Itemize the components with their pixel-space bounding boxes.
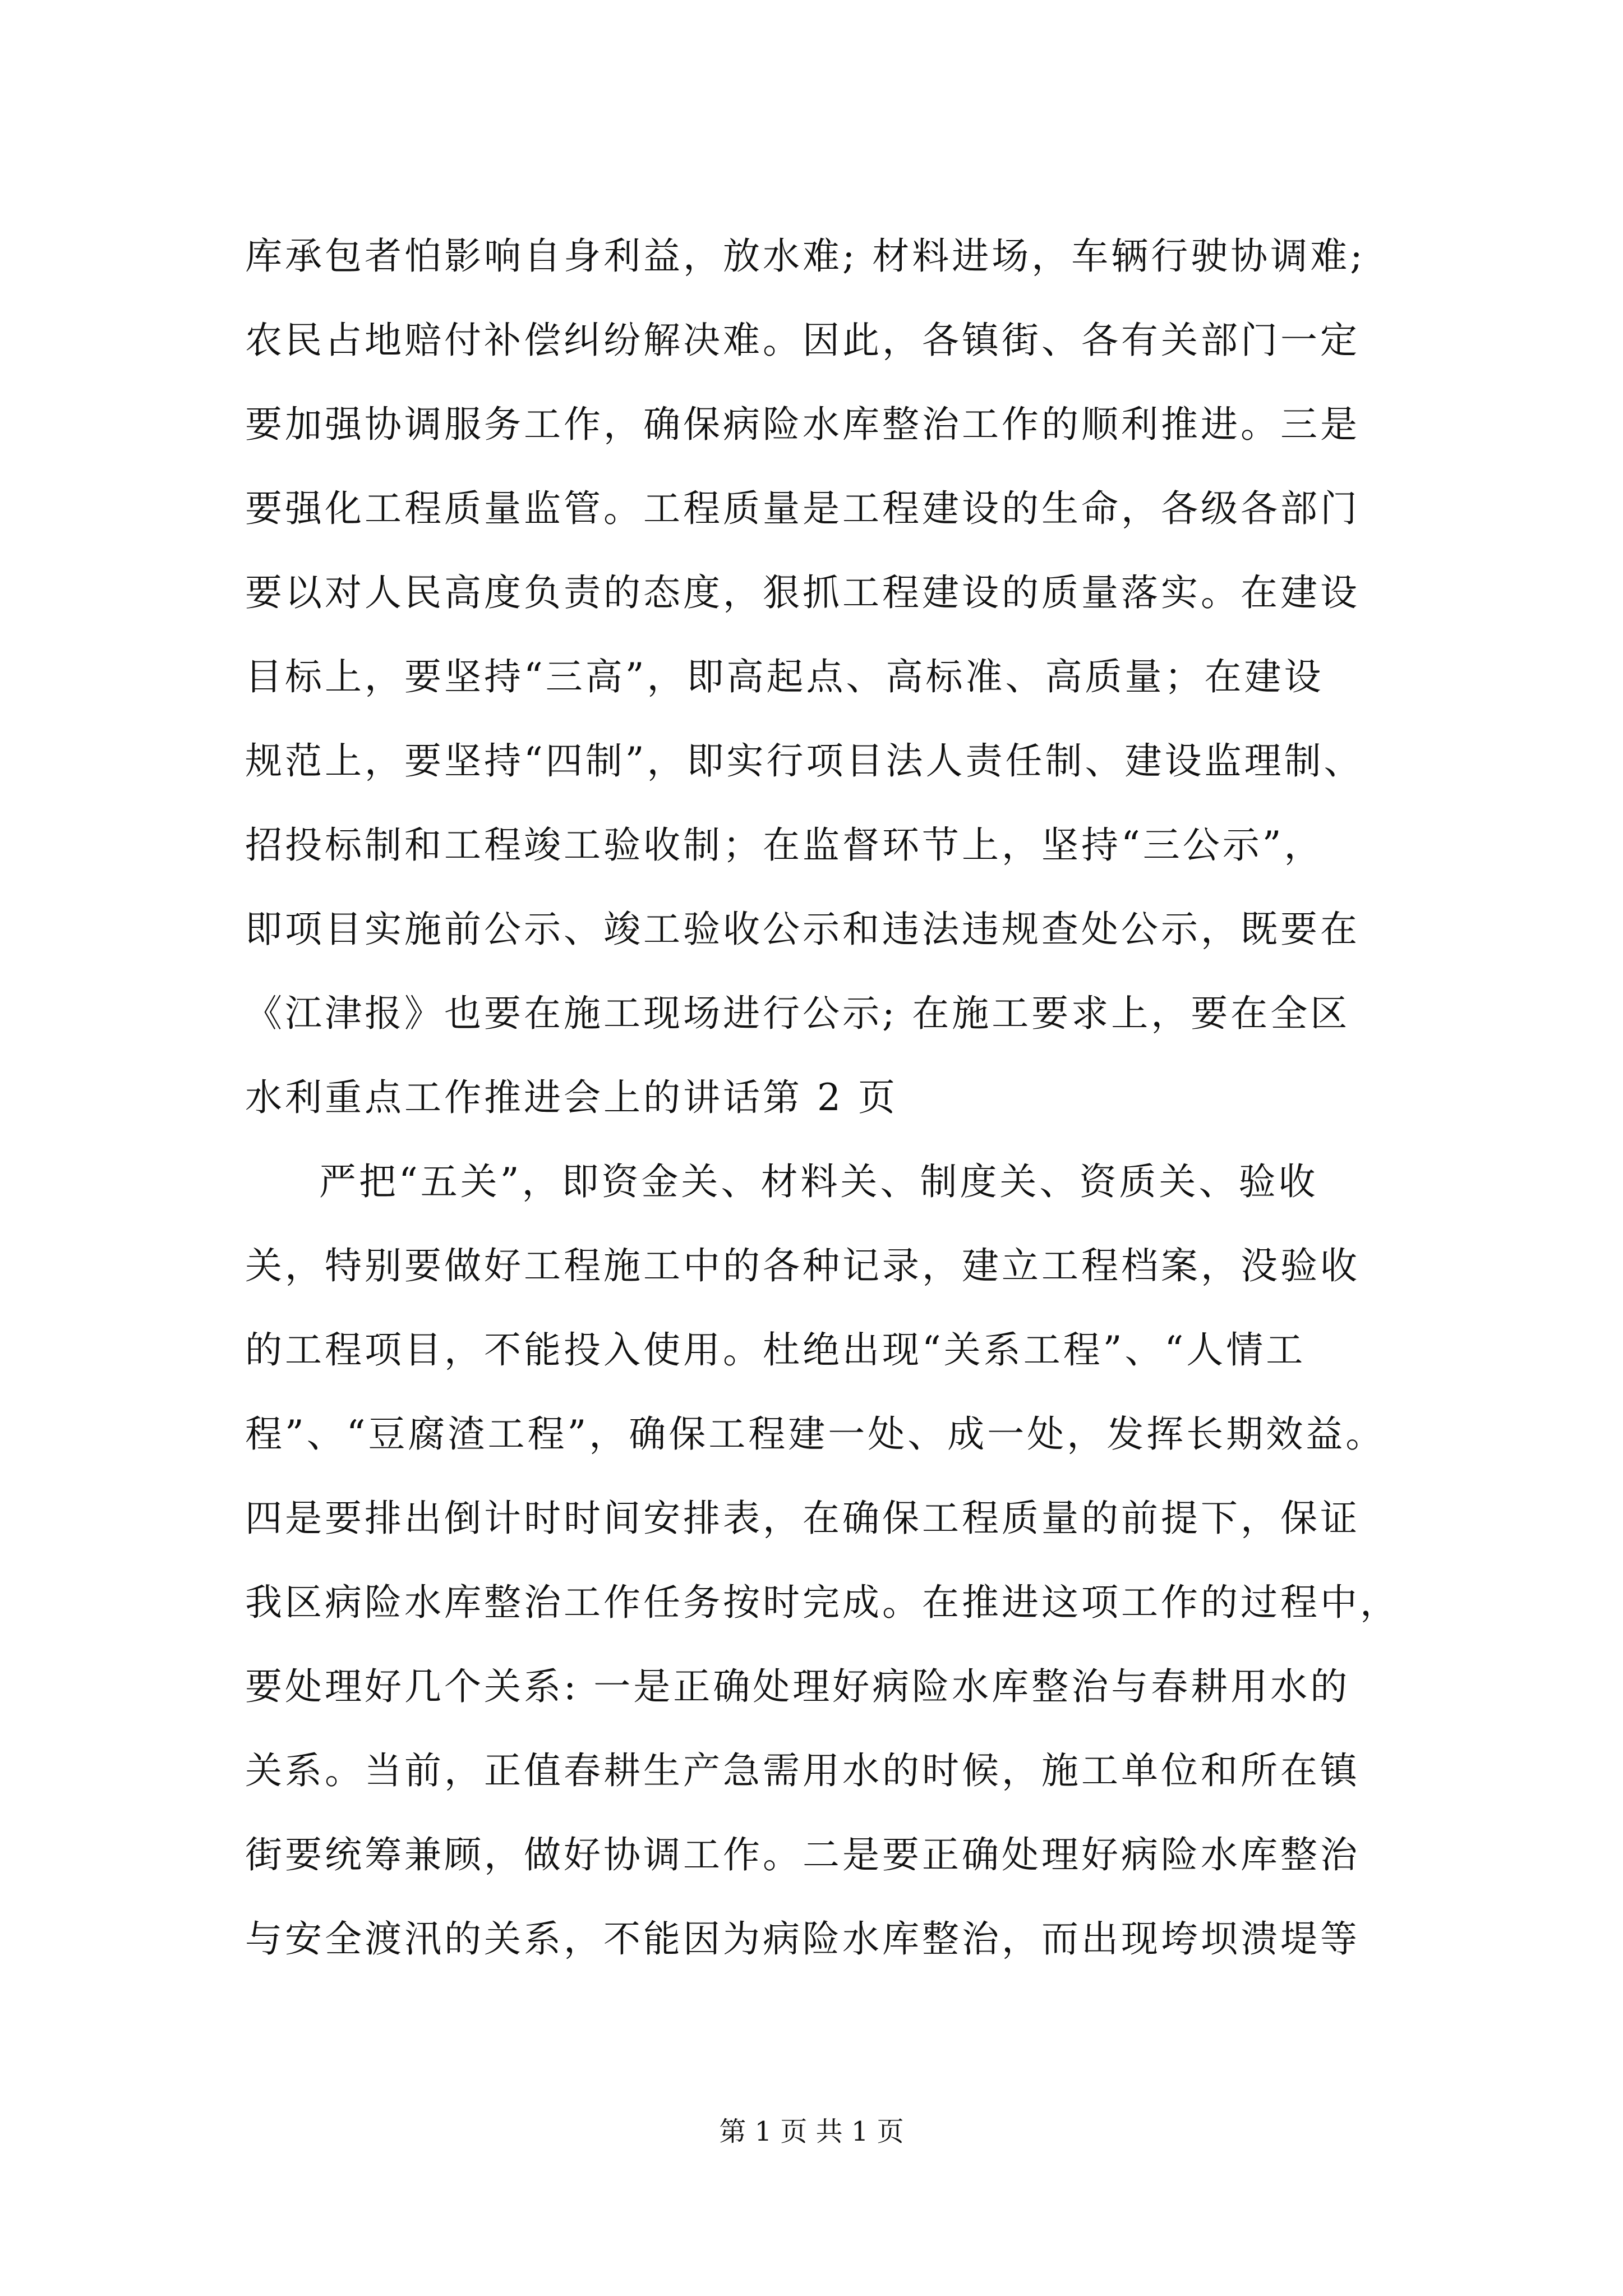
page-footer [0,2115,1623,2148]
text-line: 程”、“豆腐渣工程”，确保工程建一处、成一处，发挥长期效益。 [245,1412,1386,1456]
text-line: 要以对人民高度负责的态度，狠抓工程建设的质量落实。在建设 [245,571,1360,614]
paragraph-start-line: 严把“五关”，即资金关、材料关、制度关、资质关、验收 [319,1160,1318,1203]
text-line: 即项目实施前公示、竣工验收公示和违法违规查处公示，既要在 [245,908,1360,951]
text-line: 与安全渡汛的关系，不能因为病险水库整治，而出现垮坝溃堤等 [245,1917,1360,1961]
text-line: 四是要排出倒计时时间安排表，在确保工程质量的前提下，保证 [245,1497,1360,1540]
text-line: 要加强协调服务工作，确保病险水库整治工作的顺利推进。三是 [245,403,1360,446]
body-text [245,214,1400,1981]
text-line: 要处理好几个关系: 一是正确处理好病险水库整治与春耕用水的 [245,1665,1350,1708]
text-line: 水利重点工作推进会上的讲话第 2 页 [245,1076,898,1119]
text-line: 招投标制和工程竣工验收制；在监督环节上，坚持“三公示”， [245,823,1324,867]
text-line: 要强化工程质量监管。工程质量是工程建设的生命，各级各部门 [245,487,1360,530]
text-line: 《江津报》也要在施工现场进行公示; 在施工要求上，要在全区 [245,992,1350,1035]
text-line: 农民占地赔付补偿纠纷解决难。因此，各镇街、各有关部门一定 [245,319,1360,362]
page-number-label: 第 1 页 共 1 页 [719,2116,904,2147]
text-line: 街要统筹兼顾，做好协调工作。二是要正确处理好病险水库整治 [245,1833,1360,1876]
text-line: 我区病险水库整治工作任务按时完成。在推进这项工作的过程中， [245,1581,1400,1624]
text-line: 规范上，要坚持“四制”，即实行项目法人责任制、建设监理制、 [245,739,1364,783]
text-line: 关系。当前，正值春耕生产急需用水的时候，施工单位和所在镇 [245,1749,1360,1792]
text-line: 目标上，要坚持“三高”，即高起点、高标准、高质量；在建设 [245,655,1324,698]
text-line: 的工程项目，不能投入使用。杜绝出现“关系工程”、“人情工 [245,1328,1306,1372]
text-line: 关，特别要做好工程施工中的各种记录，建立工程档案，没验收 [245,1244,1360,1287]
text-line: 库承包者怕影响自身利益，放水难; 材料进场，车辆行驶协调难; [245,234,1366,278]
